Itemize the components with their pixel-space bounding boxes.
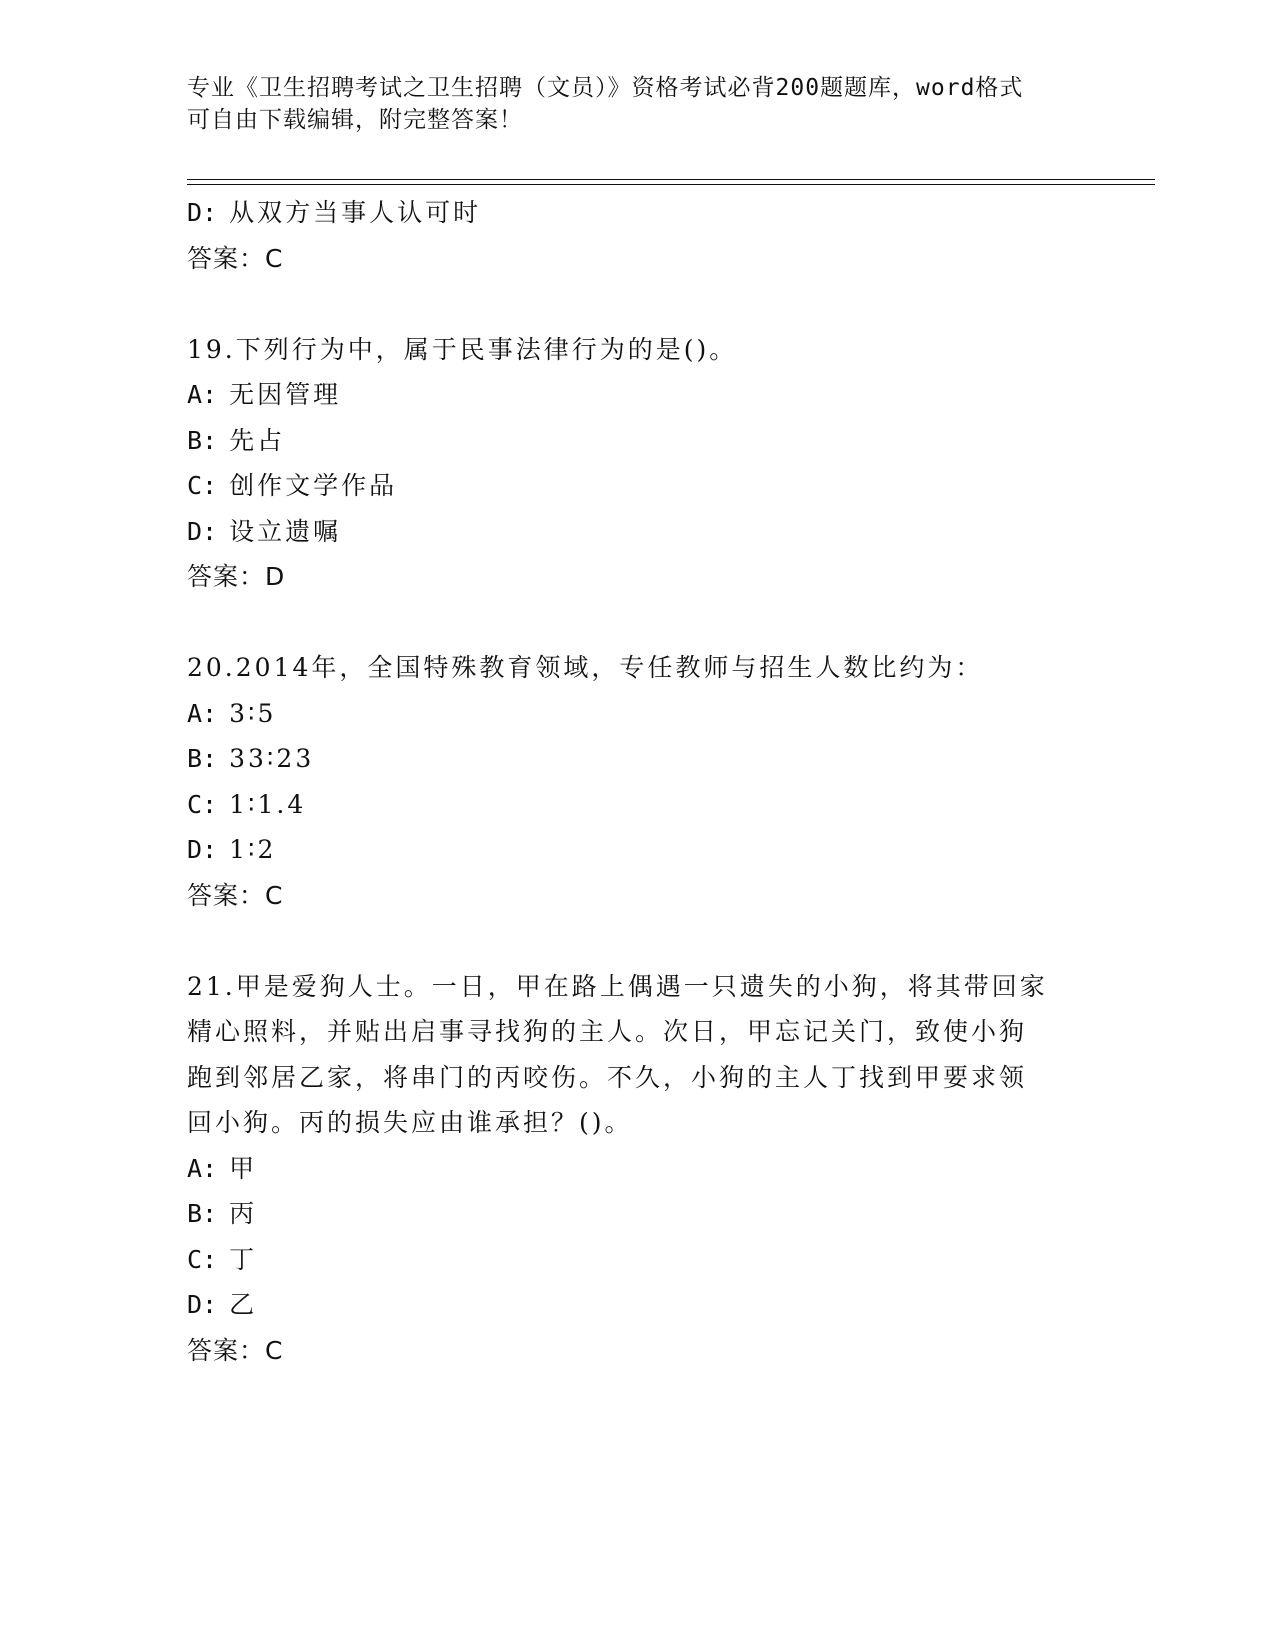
header-line-1: 专业《卫生招聘考试之卫生招聘（文员）》资格考试必背200题题库，word格式 <box>187 75 1024 101</box>
question-number: 21. <box>187 971 236 1001</box>
question-19-option-a <box>187 372 1087 418</box>
option-text: 1∶1.4 <box>229 789 307 819</box>
option-text: 乙 <box>229 1290 258 1319</box>
question-21-answer: 答案：C <box>187 1335 284 1365</box>
carryover-option-d <box>187 190 1087 236</box>
question-number: 20. <box>187 653 236 682</box>
option-text: 先占 <box>229 425 286 455</box>
option-key: A: <box>187 380 218 409</box>
question-21-stem-line-1 <box>187 964 1087 1010</box>
question-19-option-b <box>187 418 1087 464</box>
question-21-option-b <box>187 1191 1087 1237</box>
question-20-stem <box>187 645 1087 691</box>
question-21-stem-line-2: 精心照料，并贴出启事寻找狗的主人。次日，甲忘记关门，致使小狗 <box>187 1017 1028 1046</box>
option-key: A: <box>187 1153 218 1183</box>
option-text: 1∶2 <box>229 835 277 864</box>
spacer <box>187 918 1087 964</box>
question-21-option-d <box>187 1282 1087 1328</box>
question-20-answer: 答案：C <box>187 880 284 910</box>
spacer <box>187 281 1087 327</box>
question-19-option-c <box>187 463 1087 509</box>
carryover-answer: 答案：C <box>187 243 284 273</box>
header-divider-top <box>187 179 1155 180</box>
question-20-option-d <box>187 827 1087 873</box>
option-key: D: <box>187 1290 218 1319</box>
question-20-option-b <box>187 736 1087 782</box>
option-key: B: <box>187 425 218 455</box>
option-text: 丁 <box>229 1244 258 1274</box>
question-19-option-d <box>187 509 1087 555</box>
option-key: D: <box>187 516 218 546</box>
option-text: 33∶23 <box>229 744 315 773</box>
question-19-answer: 答案：D <box>187 562 286 591</box>
option-key: B: <box>187 1199 218 1228</box>
question-number: 19. <box>187 334 236 364</box>
option-key: A: <box>187 698 218 728</box>
question-21-option-a <box>187 1146 1087 1192</box>
option-text: 丙 <box>229 1199 258 1228</box>
question-21-stem-line-4: 回小狗。丙的损失应由谁承担？()。 <box>187 1108 633 1137</box>
option-key: C: <box>187 471 218 500</box>
option-text: 创作文学作品 <box>229 471 398 500</box>
option-key: C: <box>187 1244 218 1274</box>
question-list <box>187 190 1087 1373</box>
question-21-option-c <box>187 1237 1087 1283</box>
spacer <box>187 600 1087 646</box>
option-text: 无因管理 <box>229 380 342 409</box>
option-text: 从双方当事人认可时 <box>229 198 482 227</box>
question-19-stem <box>187 327 1087 373</box>
question-20-option-c <box>187 782 1087 828</box>
question-21-stem-line-3: 跑到邻居乙家，将串门的丙咬伤。不久，小狗的主人丁找到甲要求领 <box>187 1062 1028 1092</box>
option-key: B: <box>187 744 218 773</box>
question-20-option-a <box>187 691 1087 737</box>
option-text: 3∶5 <box>229 698 277 728</box>
option-key: C: <box>187 789 218 819</box>
option-key: D: <box>187 198 218 227</box>
option-text: 甲 <box>229 1153 258 1183</box>
question-text: 甲是爱狗人士。一日，甲在路上偶遇一只遗失的小狗，将其带回家 <box>235 971 1048 1001</box>
question-text: 2014年，全国特殊教育领域，专任教师与招生人数比约为： <box>235 653 984 682</box>
header-line-2: 可自由下载编辑，附完整答案！ <box>187 107 523 133</box>
header-divider-bottom <box>187 184 1155 185</box>
option-text: 设立遗嘱 <box>229 516 342 546</box>
question-text: 下列行为中，属于民事法律行为的是()。 <box>235 334 738 364</box>
document-header <box>187 72 1077 136</box>
option-key: D: <box>187 835 218 864</box>
